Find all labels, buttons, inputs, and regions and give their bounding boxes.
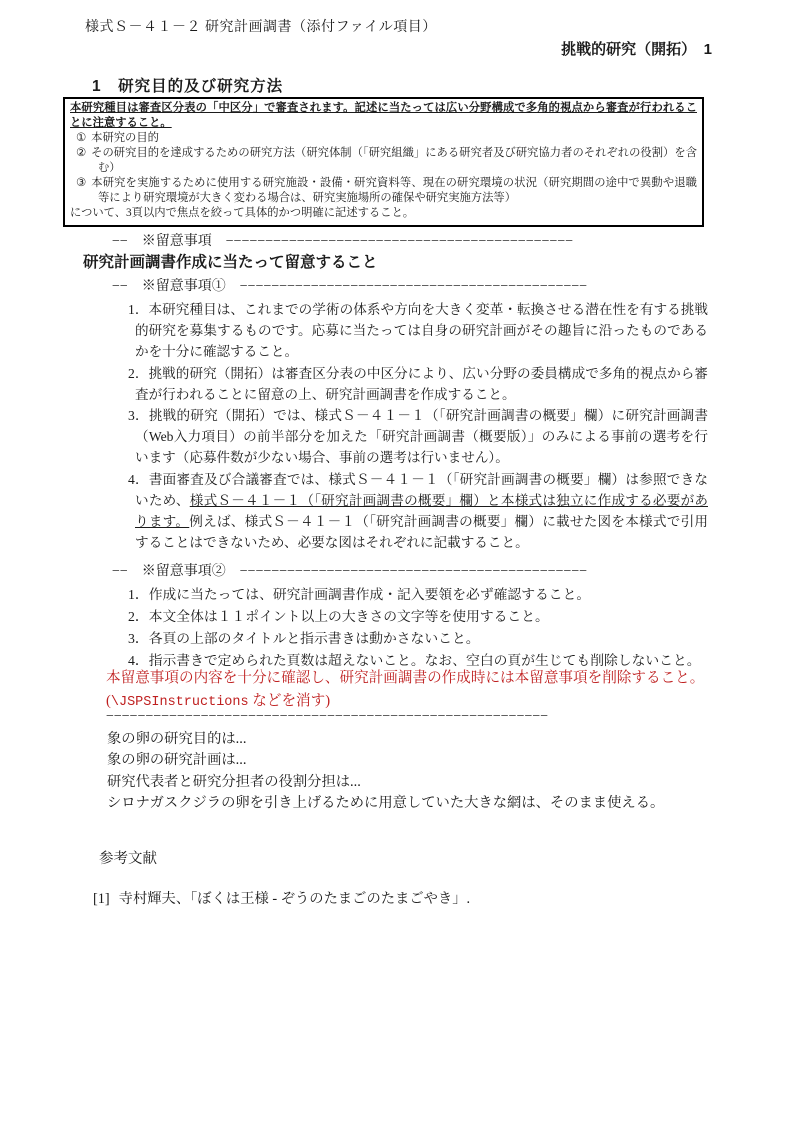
reference-text: 寺村輝夫、「ぼくは王様 - ぞうのたまごのたまごやき」. <box>118 891 471 907</box>
deletion-warning: 本留意事項の内容を十分に確認し、研究計画調書の作成時には本留意事項を削除すること。 <box>106 670 705 686</box>
notes2-list <box>128 584 768 672</box>
item-text: 本研究の目的 <box>91 132 159 144</box>
draft-line: 象の卵の研究計画は... <box>107 752 247 769</box>
reference-entry <box>93 888 713 908</box>
notes-heading: 研究計画調書作成に当たって留意すること <box>83 254 378 271</box>
paren-open: ( <box>106 693 111 709</box>
item-text: その研究目的を達成するための研究方法（研究体制（「研究組織」にある研究者及び研究協力者のそれぞれの役割）を含む） <box>91 147 697 174</box>
notes2-item: 1．作成に当たっては、研究計画調書作成・記入要領を必ず確認すること。 <box>128 587 591 602</box>
instruction-box-lead: 本研究種目は審査区分表の「中区分」で審査されます。記述に当たっては広い分野構成で多角的視点から審査が行われることに注意すること。 <box>70 102 697 129</box>
item-marker: 2． <box>128 365 149 381</box>
notes1-list <box>128 299 708 553</box>
latex-command: \JSPSInstructions <box>110 695 249 710</box>
instruction-box-item <box>70 176 697 206</box>
instruction-box-closing: について、3頁以内で焦点を絞って具体的かつ明確に記述すること。 <box>70 207 415 219</box>
item-marker: 1． <box>128 302 149 317</box>
notes2-item: 4．指示書きで定められた頁数は超えないこと。なお、空白の頁が生じても削除しないこと。 <box>128 653 701 668</box>
latex-command-note <box>106 689 746 710</box>
references-heading: 参考文献 <box>99 851 157 867</box>
item-text: 本研究を実施するために使用する研究施設・設備・研究資料等、現在の研究環境の状況（研究期間の途中で異動や退職等により研究環境が大きく変わる場合は、研究実施場所の確保や研究実施方法等） <box>91 177 697 204</box>
instruction-box-item <box>70 131 697 146</box>
draft-line: シロナガスクジラの卵を引き上げるために用意していた大きな網は、そのまま使える。 <box>107 794 665 811</box>
notes1-item <box>128 299 708 363</box>
item-marker: ① <box>76 132 87 144</box>
item-text: 挑戦的研究（開拓）では、様式Ｓ－４１－１（「研究計画調書の概要」欄）に研究計画調書（Web入力項目）の前半部分を加えた「研究計画調書（概要版）」のみによる事前の選考を行います（応募件数が少ない場合、事前の選考は行いません）。 <box>135 408 708 466</box>
note-rest: などを消す) <box>248 693 331 709</box>
instruction-box-item <box>70 146 697 176</box>
item-marker: 4． <box>128 471 149 487</box>
item-text: 例えば、様式Ｓ－４１－１（「研究計画調書の概要」欄）に載せた図を本様式で引用することはできないため、必要な図はそれぞれに記載すること。 <box>135 514 708 551</box>
form-number-label: 様式Ｓ－４１－２ 研究計画調書（添付ファイル項目） <box>85 20 437 35</box>
notes-rule-1: −− ※留意事項① −−−−−−−−−−−−−−−−−−−−−−−−−−−−−−−−−−−−−−−−−−−− <box>112 279 588 294</box>
notes1-item <box>128 405 708 469</box>
item-marker: 3． <box>128 408 149 424</box>
draft-line: 研究代表者と研究分担者の役割分担は... <box>107 773 361 790</box>
item-marker: ③ <box>76 177 87 189</box>
notes1-item <box>128 363 708 405</box>
draft-line: 象の卵の研究目的は... <box>107 731 247 747</box>
notes1-item <box>128 469 708 554</box>
item-text: 書面審査及び合議審査では、様式Ｓ－４１－１（「研究計画調書の概要」欄）は参照できないため、 <box>135 471 708 508</box>
notes2-item: 3．各頁の上部のタイトルと指示書きは動かさないこと。 <box>128 631 480 646</box>
dashed-separator: −−−−−−−−−−−−−−−−−−−−−−−−−−−−−−−−−−−−−−−−−−−−−−−−−−−−−−−− <box>106 709 549 724</box>
item-text: 挑戦的研究（開拓）は審査区分表の中区分により、広い分野の委員構成で多角的視点から審査が行われることに留意の上、研究計画調書を作成すること。 <box>135 365 708 402</box>
research-category-page-label: 挑戦的研究（開拓） 1 <box>561 41 712 58</box>
reference-label: [1] <box>93 891 110 907</box>
notes-rule-2: −− ※留意事項② −−−−−−−−−−−−−−−−−−−−−−−−−−−−−−−−−−−−−−−−−−−− <box>112 564 588 579</box>
item-text: 本研究種目は、これまでの学術の体系や方向を大きく変革・転換させる潜在性を有する挑戦的研究を募集するものです。応募に当たっては自身の研究計画がその趣旨に沿ったものであるかを十分に確認すること。 <box>135 302 708 360</box>
notes2-item: 2．本文全体は１１ポイント以上の大きさの文字等を使用すること。 <box>128 609 549 624</box>
draft-block <box>107 729 727 814</box>
notes-rule: −− ※留意事項 −−−−−−−−−−−−−−−−−−−−−−−−−−−−−−−−−−−−−−−−−−−− <box>112 234 574 249</box>
item-text-underlined: 様式Ｓ－４１－１（「研究計画調書の概要」欄）と本様式は独立に作成する必要があります。 <box>135 492 708 530</box>
section-heading: 1 研究目的及び研究方法 <box>92 78 284 95</box>
instruction-box <box>63 97 704 227</box>
item-marker: ② <box>76 147 87 159</box>
